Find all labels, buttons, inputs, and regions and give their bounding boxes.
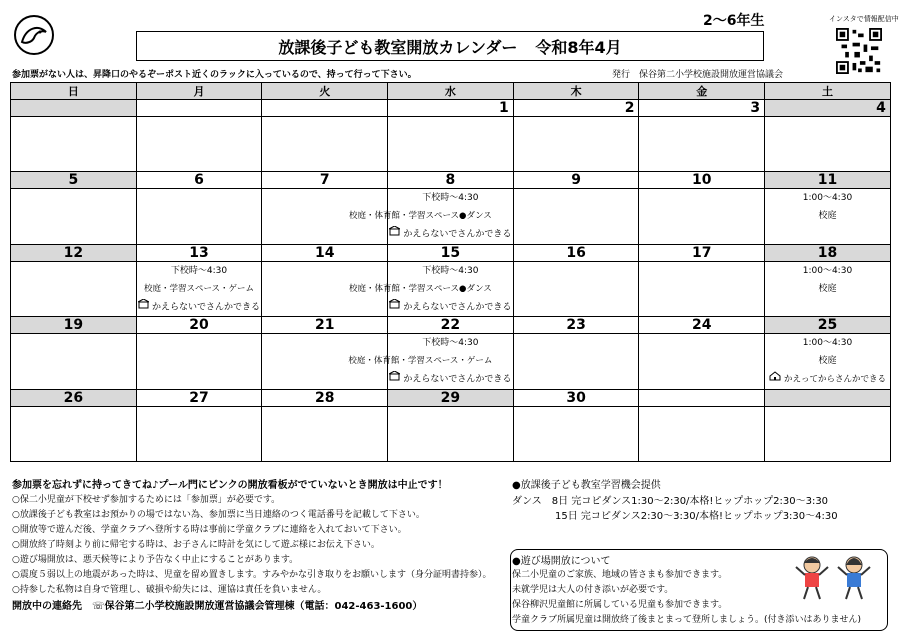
play-line: 保谷柳沢児童館に所属している児童も参加できます。 [512, 600, 728, 610]
week-4-events [11, 334, 891, 390]
footer-headline: 参加票を忘れずに持ってきてね♪プール門にピンクの開放看板がでていないとき開放は中止です！ [12, 480, 448, 491]
date-cell: 17 [639, 244, 765, 261]
date-cell: 4 [765, 100, 891, 117]
event-cell [11, 189, 137, 245]
date-cell: 27 [136, 389, 262, 406]
week-1-events [11, 117, 891, 172]
event-cell [388, 406, 514, 461]
calendar-table [10, 82, 891, 462]
event-cell [513, 117, 639, 172]
event-cell [513, 189, 639, 245]
event-cell [639, 261, 765, 317]
event-cell-sat-11 [765, 189, 891, 245]
weekday-thu: 木 [513, 83, 639, 100]
date-cell: 20 [136, 317, 262, 334]
contact-info: 開放中の連絡先 ☏保谷第二小学校施設開放運営協議会管理棟（電話：042-463-1600） [12, 601, 423, 612]
event-time: 1:00〜4:30 [802, 265, 853, 276]
event-cell [136, 334, 262, 390]
event-places: 校庭 [818, 356, 837, 366]
date-cell: 15 [388, 244, 514, 261]
footer-note: ○持参した私物は自身で管理し、破損や紛失には、運協は責任を負いません。 [12, 585, 327, 595]
weekday-sat: 土 [765, 83, 891, 100]
date-cell: 18 [765, 244, 891, 261]
event-note: かえらないでさんかできる [388, 370, 513, 389]
event-places: 校庭 [818, 211, 837, 221]
event-time: 1:00〜4:30 [802, 193, 853, 203]
date-cell: 29 [388, 389, 514, 406]
date-cell [262, 100, 388, 117]
footer-note: ○震度５弱以上の地震があった時は、児童を留め置きします。すみやかな引き取りをお願いします（身分証明書持参）。 [12, 570, 492, 580]
house-icon [769, 370, 781, 388]
title-month: 令和8年4月 [535, 37, 622, 57]
date-cell: 5 [11, 172, 137, 189]
date-cell: 1 [388, 100, 514, 117]
issuer-text: 発行 保谷第二小学校施設開放運営協議会 [612, 70, 784, 80]
event-time: 下校時〜4:30 [422, 193, 479, 203]
date-cell: 6 [136, 172, 262, 189]
learning-line: ダンス 8日 完コピダンス1:30〜2:30/本格!ヒップホップ2:30〜3:30 [512, 496, 829, 507]
school-logo [12, 14, 56, 56]
event-cell [513, 334, 639, 390]
event-note: かえらないでさんかできる [388, 225, 513, 244]
date-cell: 25 [765, 317, 891, 334]
date-cell: 7 [262, 172, 388, 189]
event-time: 下校時〜4:30 [422, 265, 479, 276]
date-cell: 9 [513, 172, 639, 189]
school-icon [138, 298, 149, 316]
event-note: かえってからさんかできる [765, 370, 890, 389]
week-2-dates [11, 172, 891, 189]
event-cell-wed-22 [348, 334, 514, 390]
children-illustration-icon [790, 553, 878, 603]
instagram-label: インスタで情報配信中 [829, 15, 899, 23]
date-cell: 13 [136, 244, 262, 261]
title-text: 放課後子ども教室開放カレンダー [278, 37, 518, 57]
date-cell [639, 389, 765, 406]
date-cell: 11 [765, 172, 891, 189]
event-cell [639, 406, 765, 461]
date-cell [765, 389, 891, 406]
event-time: 1:00〜4:30 [802, 338, 853, 348]
weekday-tue: 火 [262, 83, 388, 100]
week-3-dates [11, 244, 891, 261]
event-places: 校庭 [818, 283, 837, 294]
date-cell: 16 [513, 244, 639, 261]
event-cell [11, 261, 137, 317]
footer-note: ○放課後子ども教室はお預かりの場ではない為、参加票に当日連絡のつく電話番号を記載して下さい。 [12, 510, 425, 520]
event-cell [262, 117, 388, 172]
week-3-events [11, 261, 891, 317]
page-title [136, 31, 764, 61]
event-cell [11, 334, 137, 390]
school-icon [389, 370, 400, 388]
event-note: かえらないでさんかできる [137, 298, 262, 317]
footer-note: ○保二小児童が下校せず参加するためには「参加票」が必要です。 [12, 495, 281, 505]
week-5-events [11, 406, 891, 461]
date-cell [11, 100, 137, 117]
event-cell-sat-25 [765, 334, 891, 390]
date-cell: 12 [11, 244, 137, 261]
date-cell: 10 [639, 172, 765, 189]
event-places: 校庭・学習スペース・ゲーム [143, 283, 255, 294]
date-cell: 28 [262, 389, 388, 406]
event-cell [765, 406, 891, 461]
event-cell-sat-18 [765, 261, 891, 317]
play-line: 学童クラブ所属児童は開放終了後まとまって登所しましょう。(付き添いはありません) [512, 615, 862, 625]
event-cell [136, 406, 262, 461]
date-cell: 14 [262, 244, 388, 261]
week-2-events [11, 189, 891, 245]
week-1-dates [11, 100, 891, 117]
event-cell-wed-15 [348, 261, 514, 317]
event-places: 校庭・体育館・学習スペース●ダンス [348, 211, 492, 221]
footer-note: ○開放終了時刻より前に帰宅する時は、お子さんに時計を気にして遊ぶ様にお伝え下さい。 [12, 540, 380, 550]
date-cell: 24 [639, 317, 765, 334]
play-title: ●遊び場開放について [512, 556, 611, 567]
grade-label: 2〜6年生 [703, 13, 765, 29]
footer-note: ○開放等で遊んだ後、学童クラブへ登所する時は事前に学童クラブに連絡を入れておいて下さい。 [12, 525, 407, 535]
event-cell-wed-8 [348, 189, 514, 245]
event-cell [11, 406, 137, 461]
date-cell [136, 100, 262, 117]
footer-note: ○遊び場開放は、悪天候等により予告なく中止にすることがあります。 [12, 555, 299, 565]
play-line: 保二小児童のご家族、地域の皆さまも参加できます。 [512, 570, 728, 580]
play-line: 未就学児は大人の付き添いが必要です。 [512, 585, 674, 595]
event-cell [765, 117, 891, 172]
date-cell: 26 [11, 389, 137, 406]
date-cell: 30 [513, 389, 639, 406]
event-places: 校庭・体育館・学習スペース・ゲーム [348, 356, 493, 366]
event-cell-mon-13 [136, 261, 262, 317]
event-cell [639, 334, 765, 390]
date-cell: 8 [388, 172, 514, 189]
learning-title: ●放課後子ども教室学習機会提供 [512, 480, 661, 491]
event-places: 校庭・体育館・学習スペース●ダンス [348, 283, 492, 294]
date-cell: 21 [262, 317, 388, 334]
date-cell: 3 [639, 100, 765, 117]
ticket-notice: 参加票がない人は、昇降口のやるぞーポスト近くのラックに入っているので、持って行って下さい。 [12, 70, 417, 80]
date-cell: 2 [513, 100, 639, 117]
weekday-mon: 月 [136, 83, 262, 100]
event-cell [262, 406, 388, 461]
week-5-dates [11, 389, 891, 406]
date-cell: 22 [388, 317, 514, 334]
event-cell [136, 189, 262, 245]
date-cell: 23 [513, 317, 639, 334]
event-cell [639, 117, 765, 172]
learning-line: 15日 完コピダンス2:30〜3:30/本格!ヒップホップ3:30〜4:30 [555, 511, 838, 522]
event-cell [11, 117, 137, 172]
event-time: 下校時〜4:30 [422, 338, 479, 348]
school-icon [389, 298, 400, 316]
weekday-fri: 金 [639, 83, 765, 100]
week-4-dates [11, 317, 891, 334]
weekday-header-row [11, 83, 891, 100]
qr-code-icon[interactable] [836, 28, 882, 74]
event-cell [513, 261, 639, 317]
event-cell [388, 117, 514, 172]
event-cell [136, 117, 262, 172]
event-time: 下校時〜4:30 [170, 265, 228, 276]
school-icon [389, 225, 400, 243]
event-note: かえらないでさんかできる [388, 298, 513, 317]
event-cell [513, 406, 639, 461]
date-cell: 19 [11, 317, 137, 334]
event-cell [639, 189, 765, 245]
weekday-wed: 水 [388, 83, 514, 100]
weekday-sun: 日 [11, 83, 137, 100]
